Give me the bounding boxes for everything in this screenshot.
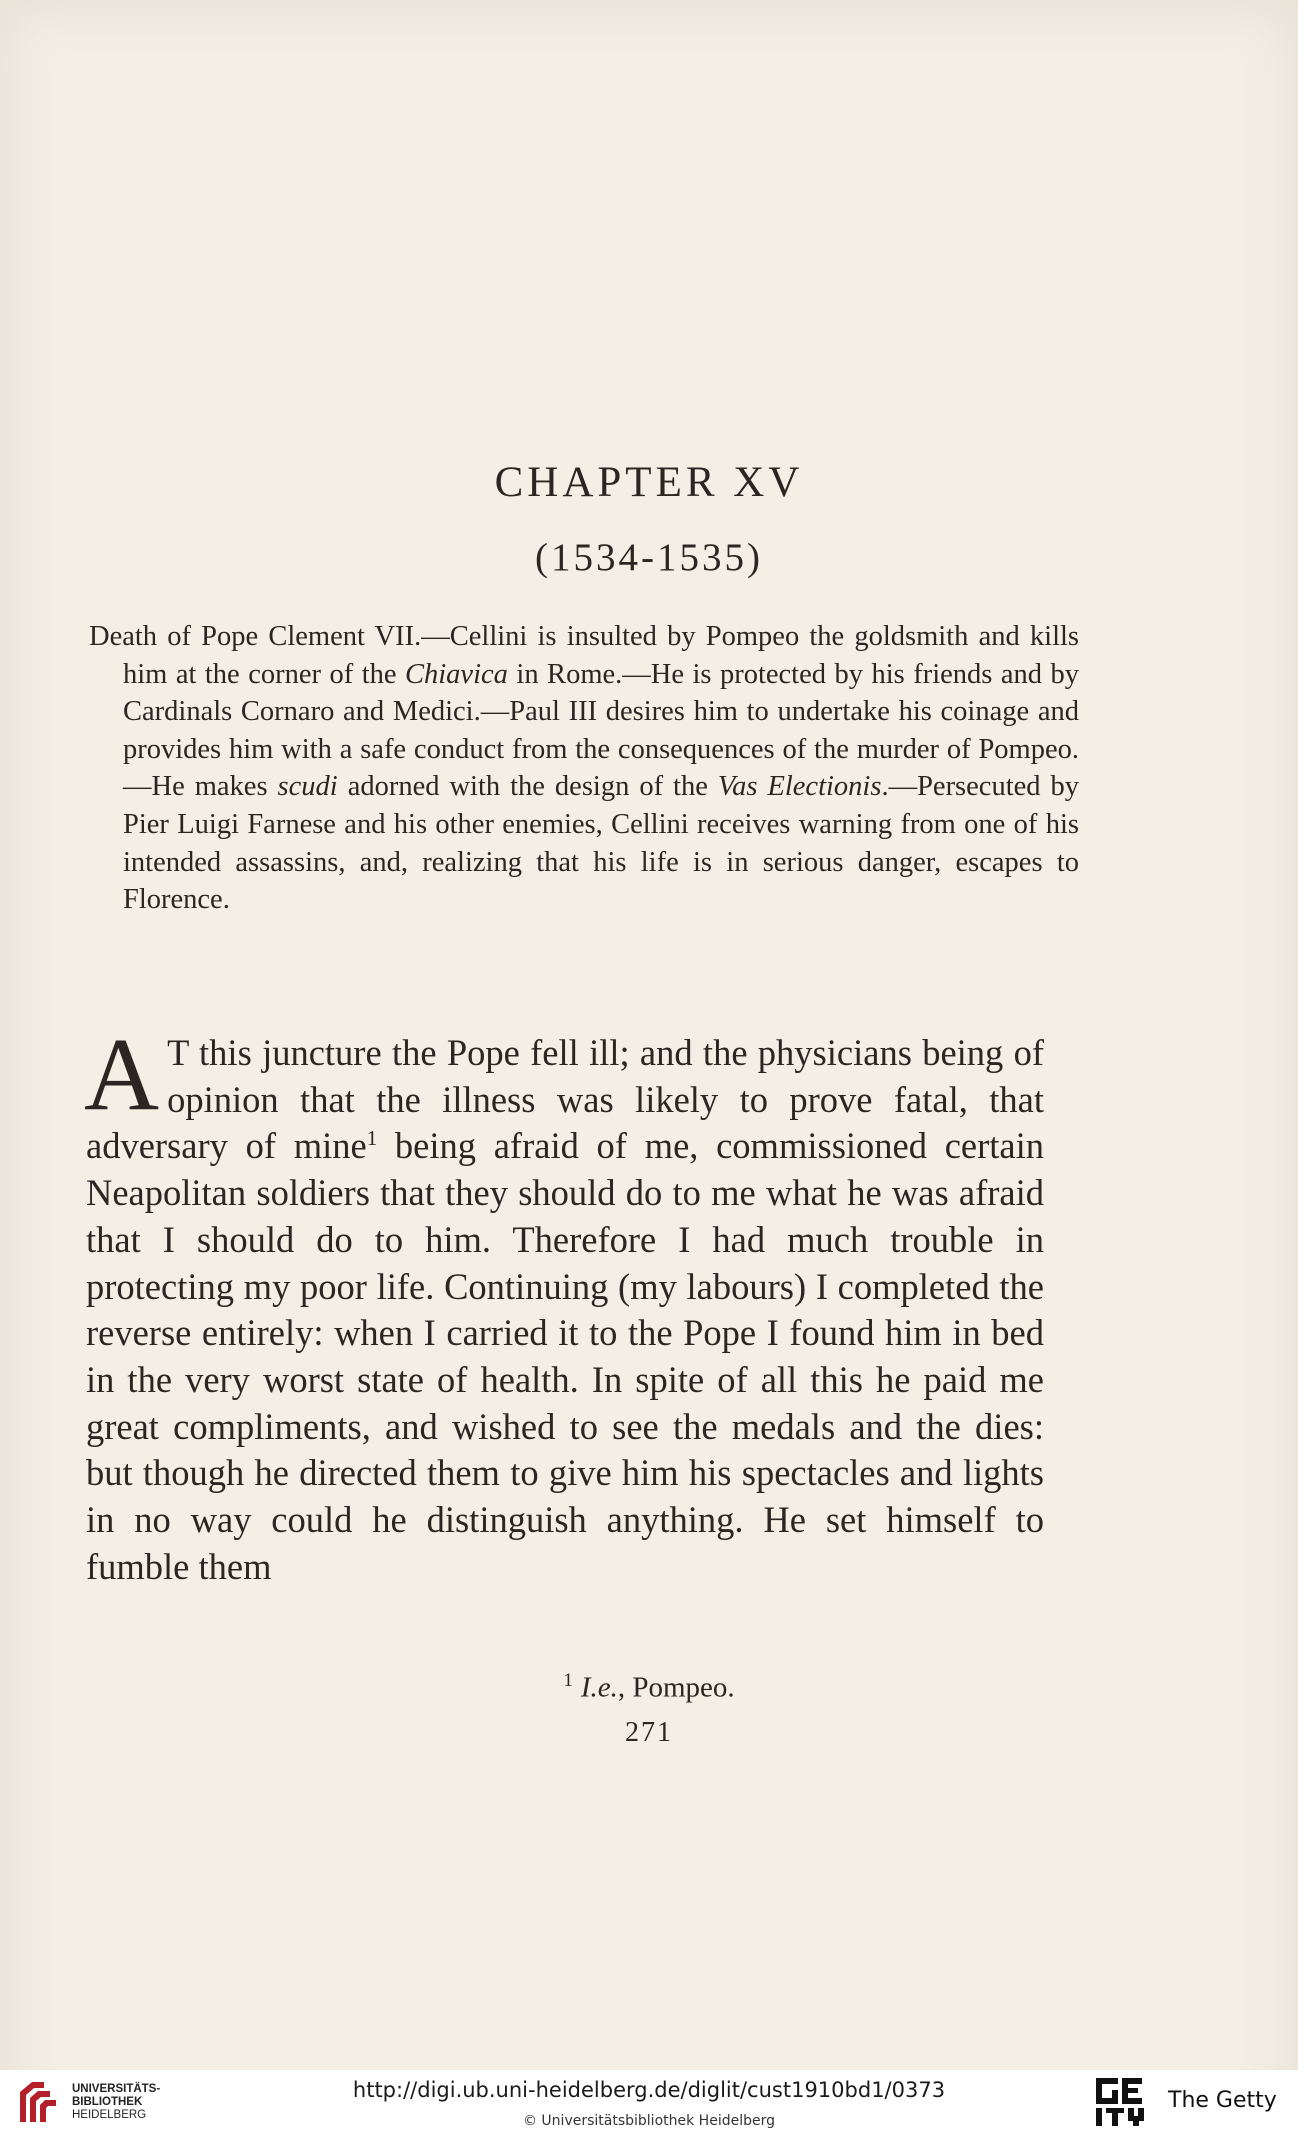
body-paragraph [84,1017,1044,1590]
body-text-2: being afraid of me, commissioned certain Neapolitan soldiers that they should do to me what he was afraid that I should do to him. Therefore I had much trouble in protecting my poor life. Continuing (my labours) I completed the reverse entirely: when I carried it to the Pope I found him in bed in the very worst state of health. In spite of all this he paid me great compliments, and wished to see the medals and the dies: but though he directed them to give him his spectacles and lights in no way could he distinguish anything. He set himself to fumble them [86,1125,1044,1587]
chapter-summary [89,618,1079,919]
digitization-footer [0,2070,1298,2135]
drop-cap: A [84,1017,160,1132]
summary-place: Chiavica [405,658,508,690]
footnote [0,1670,1298,1705]
library-name-line-3: HEIDELBERG [72,2109,147,2121]
chapter-dates: (1534-1535) [535,536,763,579]
summary-coin: scudi [277,771,338,803]
summary-text-2: in Rome.—He is protected by his friends and by Cardinals Cornaro and Medici.—Paul III desires him to undertake his coinage and provides him with a safe conduct from the consequences of the murder of Pompeo.—He makes [123,658,1079,803]
body-text-1: T this juncture the Pope fell ill; and the physicians being of opinion that the illness was likely to prove fatal, that adversary of mine [86,1032,1044,1167]
summary-design: Vas Electionis [717,771,882,803]
copyright-notice: © Universitätsbibliothek Heidelberg [522,2113,775,2129]
summary-text-4: .—Persecuted by Pier Luigi Farnese and his other enemies, Cellini receives warning from one of his intended assassins, and, realizing that his life is in serious danger, escapes to Florence. [123,771,1080,916]
getty-logo-icon [1092,2074,1148,2130]
chapter-title: CHAPTER XV [494,459,804,506]
getty-name: The Getty [1168,2088,1277,2113]
library-name-line-1: UNIVERSITÄTS- [72,2083,161,2095]
footnote-abbrev: I.e. [580,1671,618,1704]
library-name-line-2: BIBLIOTHEK [72,2096,143,2108]
page-number: 271 [625,1717,673,1748]
summary-text-3: adorned with the design of the [337,771,718,803]
footnote-text: , Pompeo. [617,1671,735,1704]
footnote-marker: 1 [563,1670,573,1691]
summary-text-1: Death of Pope Clement VII.—Cellini is insulted by Pompeo the goldsmith and kills him at the corner of the [89,621,1079,690]
permalink-url[interactable]: http://digi.ub.uni-heidelberg.de/diglit/cust1910bd1/0373 [352,2078,946,2102]
footnote-reference: 1 [366,1126,378,1151]
